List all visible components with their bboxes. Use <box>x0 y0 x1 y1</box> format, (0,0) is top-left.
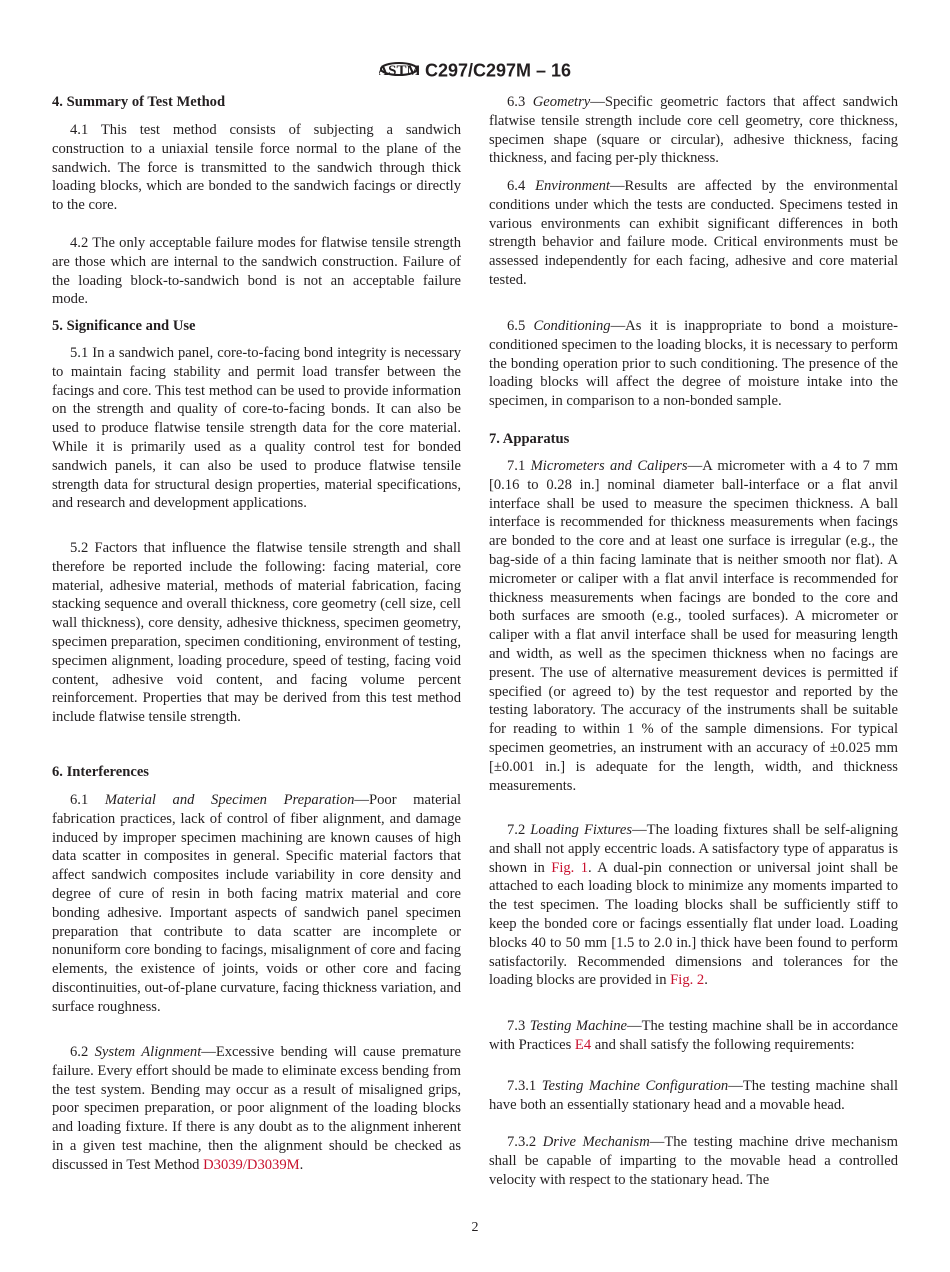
paragraph: 4.2 The only acceptable failure modes for flatwise tensile strength are those which are internal to the sandwich construction. Failure of the loading block-to-sandwich bond is not an acceptable failure mode. <box>52 235 461 308</box>
page-number: 2 <box>471 1220 479 1235</box>
para-title: Conditioning <box>533 318 611 334</box>
para-text: —As it is inappropriate to bond a moisture-conditioned specimen to the loading blocks, it is necessary to perform the bonding operation prior to such conditioning. The presence of the loading blocks will affect the degree of moisture intake into the specimen, in comparison to a non-bonded sample. <box>489 318 898 410</box>
para-title: Material and Specimen Preparation <box>104 792 355 808</box>
para-text: —The testing machine shall have both an essentially stationary head and a movable head. <box>489 1078 899 1113</box>
paragraph <box>489 93 898 168</box>
para-number: 7.2 <box>507 822 531 838</box>
para-number: 7.1 <box>507 458 531 474</box>
section-heading: 7. Apparatus <box>489 431 570 447</box>
para-title: Loading Fixtures <box>530 822 633 838</box>
page-header <box>0 56 950 87</box>
para-text: —The loading fixtures shall be self-aligning and shall not apply eccentric loads. A satisfactory type of apparatus is shown in <box>489 822 898 876</box>
para-text: —A micrometer with a 4 to 7 mm [0.16 to 0.28 in.] nominal diameter ball-interface or a flat anvil interface shall be used to measure the specimen thickness. A ball interface is recommended for thickness measurements when facings are bonded to the core and at least one surface is irregular (e.g., the bag-side of a thin facing laminate that is neither smooth nor flat). A micrometer or caliper with a flat anvil interface is recommended for thickness measurements when facings are bonded to the core and both surfaces are smooth (e.g., tooled surfaces). A micrometer or caliper with a flat anvil interface shall be used for measuring length and width, as well as the specimen thickness when no facings are present. The use of alternative measurement devices is permitted if specified (or agreed to) by the test requestor and reported by the testing laboratory. The accuracy of the instruments shall be suitable for reading to within 1 % of the sample dimensions. For typical specimen geometries, an instrument with an accuracy of ±0.025 mm [±0.001 in.] is adequate for the length, width, and thickness measurements. <box>489 458 899 794</box>
para-title: Geometry <box>532 94 591 110</box>
link-fig-2[interactable]: Fig. 2 <box>670 972 705 989</box>
para-text: —Poor material fabrication practices, lack of control of fiber alignment, and damage induced by improper specimen machining are known causes of high data scatter in composites in general. Specific material factors that affect sandwich composites include variability in core density and degree of cure of resin in both facing matrix material and core bonding adhesive. Important aspects of sandwich panel specimen preparation that contribute to data scatter are incomplete or nonuniform core bonding to facings, misalignment of core and facing elements, the existence of joints, voids or other core and facing discontinuities, out-of-plane curvature, facing thickness variation, and surface roughness. <box>52 792 461 1015</box>
paragraph <box>489 821 898 990</box>
paragraph: 4.1 This test method consists of subjecting a sandwich construction to a uniaxial tensile force normal to the plane of the sandwich. The force is transmitted to the sandwich through thick loading blocks, which are bonded to the sandwich facings or directly to the core. <box>52 122 461 214</box>
link-e4[interactable]: E4 <box>574 1036 592 1053</box>
para-text: —The testing machine drive mechanism shall be capable of imparting to the movable head a controlled velocity with respect to the stationary head. The <box>489 1134 899 1188</box>
para-title: Testing Machine <box>529 1018 627 1034</box>
paragraph <box>489 1077 898 1115</box>
para-number: 7.3 <box>507 1018 530 1034</box>
para-text: and shall satisfy the following requirements: <box>591 1036 855 1053</box>
paragraph <box>489 1133 898 1189</box>
para-text: —The testing machine shall be in accordance with Practices <box>489 1018 899 1053</box>
para-text: —Results are affected by the environmental conditions under which the tests are conducted. Specimens tested in various environments can exhibit significant differences in both strength behavior and failure mode. Critical environments must be assessed independently for each facing, adhesive and core material tested. <box>489 178 898 288</box>
para-title: System Alignment <box>94 1044 202 1060</box>
paragraph <box>52 791 461 1017</box>
paragraph <box>489 317 898 411</box>
link-fig-1[interactable]: Fig. 1 <box>551 859 589 876</box>
section-heading: 5. Significance and Use <box>52 318 196 334</box>
para-number: 6.3 <box>507 94 533 110</box>
paragraph <box>489 177 898 290</box>
para-title: Testing Machine Configuration <box>541 1078 729 1094</box>
section-heading: 4. Summary of Test Method <box>52 94 226 110</box>
paragraph <box>489 457 898 795</box>
para-title: Micrometers and Calipers <box>530 458 688 474</box>
para-text: . <box>299 1156 304 1173</box>
paragraph: 5.1 In a sandwich panel, core-to-facing bond integrity is necessary to maintain facing stability and permit load transfer between the facings and core. This test method can be used to provide information on the strength and quality of core-to-facing bonds. It can also be used to produce flatwise tensile strength data for the core material. While it is primarily used as a quality control test for bonded sandwich panels, it can also be used to produce flatwise tensile strength data for structural design properties, material specifications, and research and development applications. <box>52 345 461 512</box>
para-number: 6.1 <box>70 792 105 808</box>
paragraph <box>489 1017 898 1055</box>
link-d3039[interactable]: D3039/D3039M <box>203 1156 300 1173</box>
para-text: —Excessive bending will cause premature failure. Every effort should be made to eliminate excess bending from the test system. Bending may occur as a result of misaligned grips, poor specimen preparation, or poor alignment of the loading blocks and loading fixture. If there is any doubt as to the alignment inherent in a given test machine, then the alignment should be checked as discussed in Test Method <box>52 1044 461 1173</box>
standard-designation: C297/C297M – 16 <box>424 60 572 81</box>
para-number: 6.5 <box>507 318 534 334</box>
para-number: 6.2 <box>70 1044 95 1060</box>
paragraph: 5.2 Factors that influence the flatwise tensile strength and shall therefore be reported include the following: facing material, core material, adhesive material, methods of material fabrication, facing stacking sequence and overall thickness, core geometry (cell size, cell wall thickness), core density, adhesive thickness, specimen geometry, specimen preparation, specimen conditioning, environment of testing, specimen alignment, loading procedure, speed of testing, facing void content, adhesive void content, and facing volume percent reinforcement. Properties that may be derived from this test method include flatwise tensile strength. <box>52 540 461 726</box>
para-title: Drive Mechanism <box>542 1134 650 1150</box>
para-number: 6.4 <box>507 178 536 194</box>
svg-text:ASTM: ASTM <box>378 63 419 79</box>
astm-logo-icon <box>379 56 419 87</box>
para-text: . A dual-pin connection or universal joint shall be attached to each loading block to minimize any moments imparted to the test specimen. The loading blocks shall be sufficiently stiff to keep the bonded core or facings essentially flat under load. Loading blocks 40 to 50 mm [1.5 to 2.0 in.] thick have been found to perform satisfactorily. Recommended dimensions and tolerances for the loading blocks are provided in <box>489 859 899 989</box>
para-number: 7.3.2 <box>507 1134 543 1150</box>
paragraph <box>52 1043 461 1175</box>
para-number: 7.3.1 <box>507 1078 542 1094</box>
section-heading: 6. Interferences <box>52 764 149 780</box>
para-text: . <box>704 972 708 989</box>
para-title: Environment <box>535 178 610 194</box>
para-text: —Specific geometric factors that affect sandwich flatwise tensile strength include core cell geometry, core thickness, specimen shape (square or circular), adhesive thickness, facing thickness, and facing per-ply thickness. <box>489 94 899 167</box>
